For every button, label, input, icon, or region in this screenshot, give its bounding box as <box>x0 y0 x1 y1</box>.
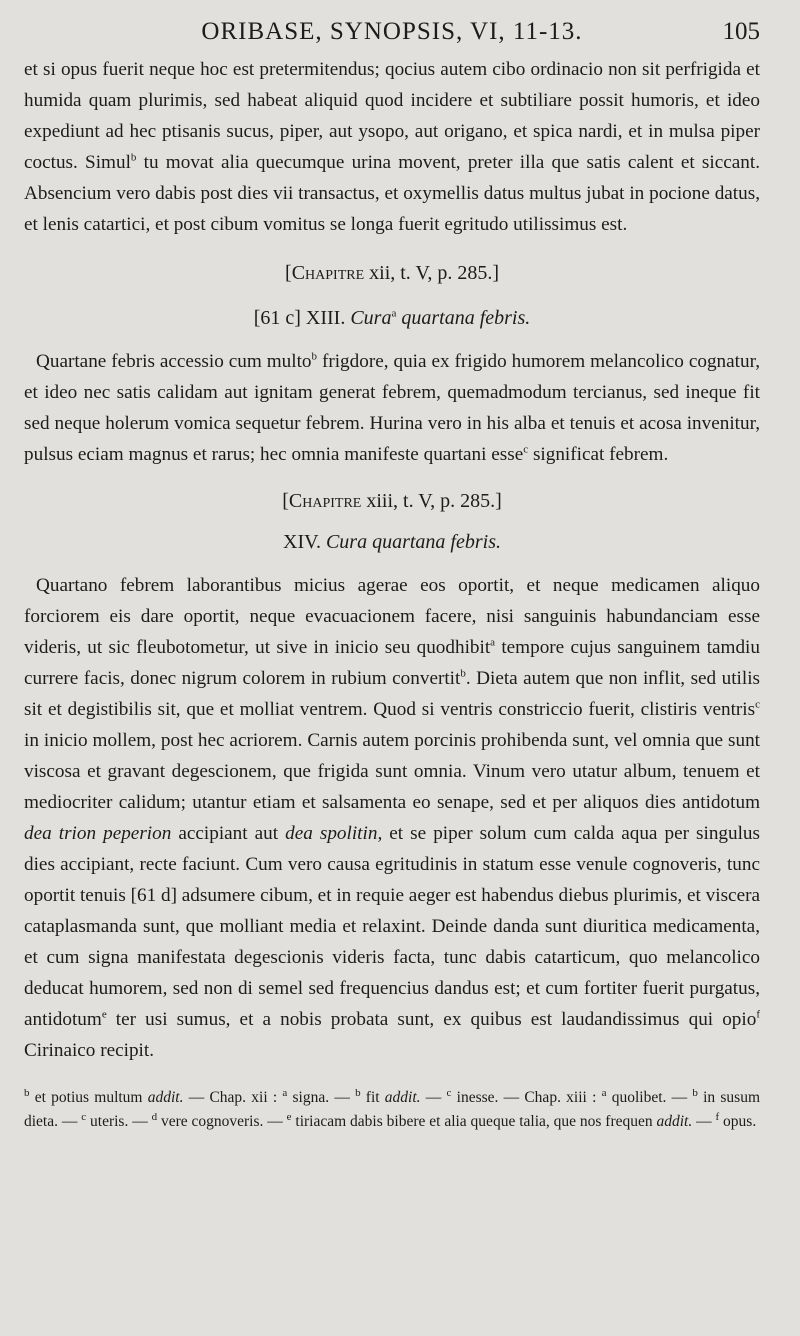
footnote-text: — <box>692 1113 716 1130</box>
footnote-text: in susum dieta. — <box>24 1089 761 1130</box>
footnote-italic: addit. <box>147 1089 184 1106</box>
footnote-mark: b <box>24 1086 30 1099</box>
paragraph <box>24 346 760 470</box>
running-title: ORIBASE, SYNOPSIS, VI, 11-13. <box>201 18 583 45</box>
page-number: 105 <box>722 18 760 45</box>
paragraph-text: Quartane febris accessio cum multo <box>36 351 312 372</box>
paragraph-text: frigdore, quia ex frigido humorem melancolico cognatur, et ideo nec satis calidam aut ignitam generat febrem, quemadmodum tercianus, sed ineque fit sed neque holerum vomica sequetur febrem. Hurina vero in his alba et tenuis et acosa invenitur, pulsus eciam magnus et rarus; hec omnia manifeste quartani esse <box>24 351 761 465</box>
note-ref: a <box>391 307 397 320</box>
footnote-mark: d <box>151 1110 158 1123</box>
paragraph-text: et si opus fuerit neque hoc est pretermitendus; qocius autem cibo ordinacio non sit perfrigida et humida quam plurimis, sed habeat aliquid quod incidere et subtiliare possit humoris, et ideo expediunt ad hec ptisanis sucus, piper, aut ysopo, aut origano, et spica nardi, et in mulsa piper coctus. Simul <box>24 59 760 173</box>
footnote-mark: c <box>446 1086 452 1099</box>
footnote-mark: b <box>355 1086 361 1099</box>
footnote-text: inesse. — Chap. xiii : <box>451 1089 602 1106</box>
italic-term: dea trion peperion <box>24 823 172 844</box>
footnote-mark: f <box>715 1110 720 1123</box>
paragraph-text: Cirinaico recipit. <box>24 1040 155 1061</box>
note-ref: f <box>756 1008 760 1021</box>
footnote-mark: e <box>286 1110 292 1123</box>
paragraph-text: ter usi sumus, et a nobis probata sunt, ex quibus est laudandissimus qui opio <box>106 1009 757 1030</box>
footnote-text: — Chap. xii : <box>183 1089 283 1106</box>
note-ref: b <box>311 350 317 363</box>
paragraph <box>24 570 760 1066</box>
paragraph-text: accipiant aut <box>171 823 286 844</box>
note-ref: b <box>130 151 137 164</box>
footnotes <box>24 1086 760 1134</box>
section-title: Cura <box>350 307 392 329</box>
footnote-text: fit <box>360 1089 385 1106</box>
chapter-reference <box>24 262 760 285</box>
footnote-mark: a <box>282 1086 288 1099</box>
paragraph-text: tu movat alia quecumque urina movent, preter illa que satis calent et siccant. Absencium vero dabis post dies vii transactus, et oxymellis datus multus jubat in pocione datus, et lenis catartici, et post cibum vomitus se longa fuerit egritudo utilissimus est. <box>24 152 761 235</box>
footnote-mark: a <box>601 1086 607 1099</box>
chapter-word: Chapitre <box>288 490 362 512</box>
footnote-italic: addit. <box>384 1089 421 1106</box>
footnote-text: tiriacam dabis bibere et alia queque talia, que nos frequen <box>291 1113 657 1130</box>
footnote-text: opus. <box>719 1113 757 1130</box>
paragraph-text: et se piper solum cum calda aqua per singulus dies accipiant, recte faciunt. Cum vero causa egritudinis in statum esse venule cognoveris, tunc oportit tenuis [61 d] adsumere cibum, et in requie aeger est habendus diebus plurimis, et viscera cataplasmanda sunt, que molliant media et relaxint. Deinde danda sunt diuritica medicamenta, et cum signa manifestata degescionis videris facta, tunc dabis catarticum, quo melancolico deducat humorem, sed non di semel sed frequencius dandus est; et cum fortiter fuerit purgatus, antidotum <box>24 823 760 1030</box>
section-title: quartana febris. <box>396 307 531 329</box>
note-ref: b <box>460 667 466 680</box>
paragraph-text: . Dieta autem que non inflit, sed utilis sit et degistibilis sit, que et molliat ventrem. Quod si ventris constriccio fuerit, clistiris ventris <box>24 668 761 720</box>
footnote-text: et potius multum <box>29 1089 148 1106</box>
paragraph-text: significat febrem. <box>528 444 669 465</box>
note-ref: e <box>101 1008 107 1021</box>
section-title: Cura quartana febris. <box>325 531 501 553</box>
note-ref: a <box>490 636 496 649</box>
note-ref: c <box>755 698 760 711</box>
section-label: [61 c] XIII. <box>253 307 346 329</box>
bracket: [ <box>282 490 289 512</box>
paragraph-text: in inicio mollem, post hec acriorem. Carnis autem porcinis prohibenda sunt, vel omnia que sunt viscosa et gravant degescionem, que frigida sunt omnia. Vinum vero utatur album, tenuem et mediocriter calidum; utantur etiam et salsamenta eo senape, sed et per aliquos dies antidotum <box>24 730 760 813</box>
paragraph-text: tempore cujus sanguinem tamdiu currere facis, donec nigrum colorem in rubium convertit <box>24 637 760 689</box>
footnote-text: — <box>420 1089 447 1106</box>
section-heading <box>24 307 760 330</box>
chapter-word: Chapitre <box>291 262 365 284</box>
footnote-text: vere cognoveris. — <box>157 1113 287 1130</box>
section-label: XIV. <box>283 531 321 553</box>
footnote-text: uteris. — <box>86 1113 152 1130</box>
footnote-text: signa. — <box>287 1089 356 1106</box>
chapter-reference <box>24 490 760 513</box>
italic-term: dea spolitin, <box>285 823 383 844</box>
bracket: [ <box>285 262 292 284</box>
footnote-mark: b <box>692 1086 698 1099</box>
section-heading <box>24 531 760 554</box>
chapter-ref-text: xii, t. V, p. 285.] <box>364 262 499 284</box>
footnote-text: quolibet. — <box>606 1089 693 1106</box>
paragraph-text: Quartano febrem laborantibus micius agerae eos oportit, et neque medicamen aliquo forciorem eis dare oportit, neque evacuacionem facere, nisi sanguinis habundanciam esse videris, ut sic fleubotometur, ut sive in inicio seu quodhibit <box>24 575 760 658</box>
chapter-ref-text: xiii, t. V, p. 285.] <box>361 490 502 512</box>
footnote-mark: c <box>81 1110 87 1123</box>
note-ref: c <box>523 443 529 456</box>
page-header <box>24 0 760 54</box>
footnote-italic: addit. <box>656 1113 693 1130</box>
paragraph-continuation <box>24 54 760 240</box>
